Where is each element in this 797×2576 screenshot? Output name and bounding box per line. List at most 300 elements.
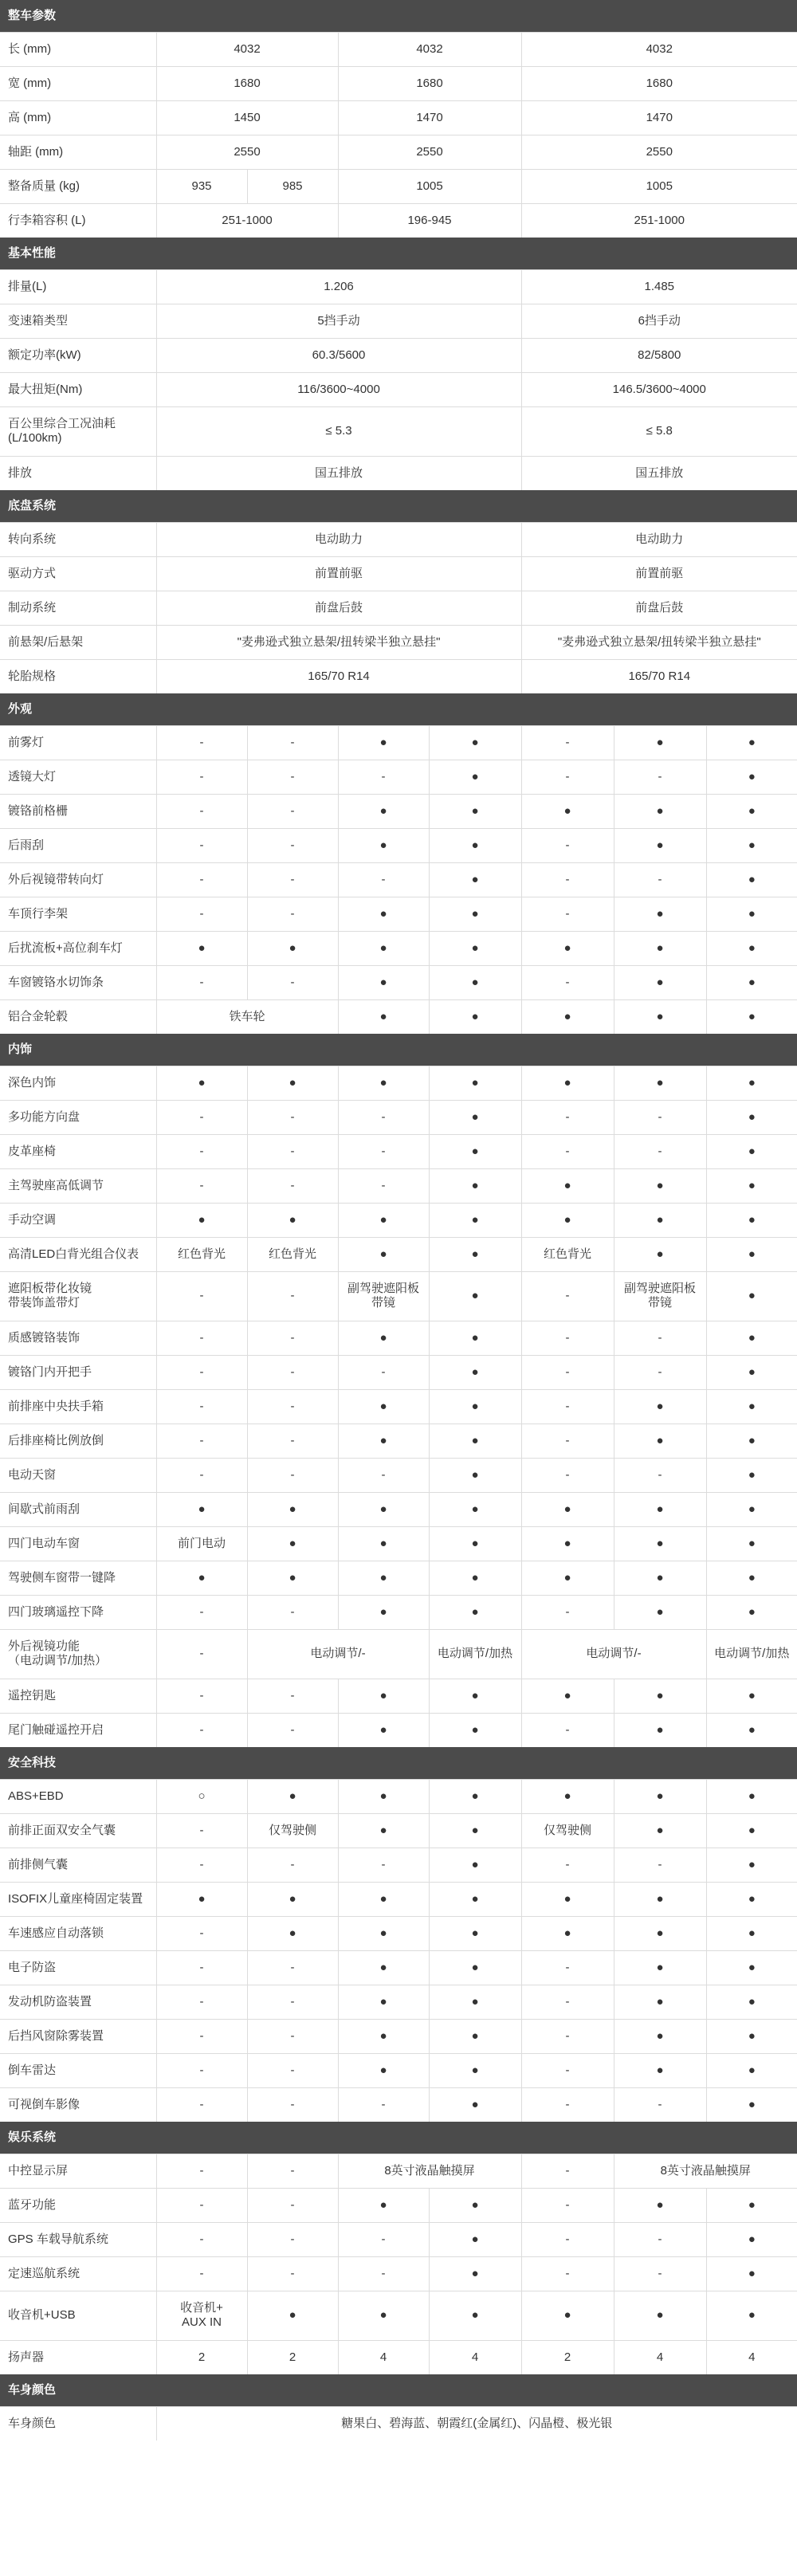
spec-value: ● xyxy=(706,1713,797,1747)
spec-value: ● xyxy=(429,862,521,897)
spec-value: ≤ 5.3 xyxy=(156,406,521,456)
spec-value: 6挡手动 xyxy=(521,304,797,338)
spec-value: ● xyxy=(706,2087,797,2122)
spec-label: 收音机+USB xyxy=(0,2291,156,2340)
spec-row xyxy=(0,591,797,625)
spec-value: - xyxy=(614,1355,706,1389)
spec-label: 排量(L) xyxy=(0,269,156,304)
spec-value: ● xyxy=(429,1237,521,1271)
spec-value: ● xyxy=(429,1916,521,1950)
spec-value: 1680 xyxy=(521,66,797,100)
spec-value: - xyxy=(156,1595,247,1629)
spec-value: 铁车轮 xyxy=(156,999,338,1034)
spec-value: ● xyxy=(521,1168,614,1203)
spec-value: ● xyxy=(429,1882,521,1916)
spec-row xyxy=(0,1882,797,1916)
spec-value: - xyxy=(247,1271,338,1321)
spec-row xyxy=(0,1355,797,1389)
spec-row xyxy=(0,1813,797,1848)
spec-value: ● xyxy=(338,1985,429,2019)
spec-value: - xyxy=(156,1713,247,1747)
spec-value: ● xyxy=(338,2053,429,2087)
spec-label: 驱动方式 xyxy=(0,556,156,591)
spec-row xyxy=(0,659,797,693)
spec-row xyxy=(0,1713,797,1747)
spec-value: - xyxy=(338,1848,429,1882)
spec-value: - xyxy=(247,1950,338,1985)
spec-value: - xyxy=(156,1271,247,1321)
spec-value: - xyxy=(156,1134,247,1168)
spec-value: ● xyxy=(156,931,247,965)
spec-value: ● xyxy=(156,1066,247,1100)
spec-value: - xyxy=(247,1168,338,1203)
spec-value: ● xyxy=(706,897,797,931)
spec-row xyxy=(0,1595,797,1629)
spec-label: 铝合金轮毂 xyxy=(0,999,156,1034)
spec-label: 镀铬前格栅 xyxy=(0,794,156,828)
spec-value: ● xyxy=(614,1492,706,1526)
spec-value: ● xyxy=(706,1066,797,1100)
spec-value: - xyxy=(521,1713,614,1747)
spec-value: ● xyxy=(247,931,338,965)
spec-value: ● xyxy=(521,1203,614,1237)
spec-value: ● xyxy=(338,1066,429,1100)
spec-value: ● xyxy=(614,1168,706,1203)
spec-value: ● xyxy=(706,1271,797,1321)
spec-value: ● xyxy=(614,897,706,931)
spec-row xyxy=(0,1779,797,1813)
spec-value: ● xyxy=(247,1066,338,1100)
spec-value: ● xyxy=(429,760,521,794)
spec-value: - xyxy=(156,1458,247,1492)
spec-value: - xyxy=(247,1423,338,1458)
spec-value: ● xyxy=(338,1779,429,1813)
spec-row xyxy=(0,2053,797,2087)
spec-value: ● xyxy=(429,2188,521,2222)
spec-value: - xyxy=(156,897,247,931)
spec-value: 国五排放 xyxy=(156,456,521,490)
spec-value: 251-1000 xyxy=(521,203,797,238)
spec-label: 间歇式前雨刮 xyxy=(0,1492,156,1526)
spec-value: 前置前驱 xyxy=(156,556,521,591)
spec-value: 电动调节/加热 xyxy=(429,1629,521,1679)
spec-value: - xyxy=(247,1355,338,1389)
spec-value: ● xyxy=(429,1355,521,1389)
spec-value: ● xyxy=(429,1813,521,1848)
spec-value: - xyxy=(338,1134,429,1168)
spec-row xyxy=(0,1423,797,1458)
spec-value: - xyxy=(247,828,338,862)
spec-value: ● xyxy=(706,760,797,794)
spec-value: ● xyxy=(706,1355,797,1389)
spec-value: ● xyxy=(614,1237,706,1271)
spec-value: 前盘后鼓 xyxy=(521,591,797,625)
spec-row xyxy=(0,32,797,66)
spec-row xyxy=(0,269,797,304)
spec-value: - xyxy=(247,760,338,794)
spec-label: 镀铬门内开把手 xyxy=(0,1355,156,1389)
spec-value: 165/70 R14 xyxy=(156,659,521,693)
spec-value: ● xyxy=(338,965,429,999)
spec-value: ● xyxy=(338,1203,429,1237)
spec-value: 1680 xyxy=(338,66,521,100)
spec-value: - xyxy=(156,1389,247,1423)
spec-value: ● xyxy=(156,1882,247,1916)
spec-value: ● xyxy=(429,1595,521,1629)
spec-value: 电动调节/- xyxy=(247,1629,429,1679)
spec-value: - xyxy=(521,1423,614,1458)
spec-value: ● xyxy=(706,2256,797,2291)
spec-value: - xyxy=(156,1423,247,1458)
spec-value: - xyxy=(156,1848,247,1882)
spec-value: ● xyxy=(706,1813,797,1848)
spec-value: ● xyxy=(706,862,797,897)
spec-value: - xyxy=(521,725,614,760)
spec-value: ● xyxy=(706,965,797,999)
spec-value: 前置前驱 xyxy=(521,556,797,591)
spec-label: 高 (mm) xyxy=(0,100,156,135)
spec-value: ● xyxy=(429,2256,521,2291)
spec-value: ● xyxy=(247,1882,338,1916)
spec-value: ● xyxy=(706,2019,797,2053)
spec-value: 前门电动 xyxy=(156,1526,247,1561)
spec-label: 深色内饰 xyxy=(0,1066,156,1100)
section-title: 整车参数 xyxy=(0,0,797,32)
spec-value: ● xyxy=(614,1882,706,1916)
spec-value: - xyxy=(156,1321,247,1355)
spec-value: - xyxy=(156,1916,247,1950)
spec-row xyxy=(0,1985,797,2019)
spec-value: ● xyxy=(429,2087,521,2122)
spec-value: 251-1000 xyxy=(156,203,338,238)
spec-value: ● xyxy=(247,1203,338,1237)
spec-label: 电动天窗 xyxy=(0,1458,156,1492)
spec-value: ● xyxy=(706,1916,797,1950)
spec-value: ● xyxy=(247,1561,338,1595)
spec-row xyxy=(0,1066,797,1100)
spec-value: ● xyxy=(706,1458,797,1492)
spec-label: 排放 xyxy=(0,456,156,490)
spec-value: - xyxy=(521,1950,614,1985)
spec-row xyxy=(0,828,797,862)
spec-value: 电动助力 xyxy=(521,522,797,556)
spec-value: ● xyxy=(429,1526,521,1561)
spec-value: - xyxy=(521,862,614,897)
spec-value: - xyxy=(521,1985,614,2019)
spec-value: 2 xyxy=(521,2340,614,2374)
section-header-row xyxy=(0,1747,797,1779)
spec-label: 发动机防盗装置 xyxy=(0,1985,156,2019)
spec-value: - xyxy=(338,1355,429,1389)
spec-value: - xyxy=(521,1595,614,1629)
spec-value: ● xyxy=(706,1237,797,1271)
spec-label: 整备质量 (kg) xyxy=(0,169,156,203)
spec-value: ● xyxy=(706,1321,797,1355)
spec-value: ● xyxy=(429,965,521,999)
spec-row xyxy=(0,1203,797,1237)
spec-value: 196-945 xyxy=(338,203,521,238)
spec-value: ● xyxy=(706,1134,797,1168)
spec-value: - xyxy=(247,2087,338,2122)
spec-label: 蓝牙功能 xyxy=(0,2188,156,2222)
spec-value: - xyxy=(521,1848,614,1882)
spec-value: - xyxy=(247,2154,338,2188)
spec-row xyxy=(0,1629,797,1679)
spec-row xyxy=(0,1100,797,1134)
spec-value: 935 xyxy=(156,169,247,203)
spec-value: 4 xyxy=(338,2340,429,2374)
spec-value: ● xyxy=(429,1950,521,1985)
spec-label: 高清LED白背光组合仪表 xyxy=(0,1237,156,1271)
spec-value: 8英寸液晶触摸屏 xyxy=(614,2154,797,2188)
spec-value: ● xyxy=(614,1595,706,1629)
spec-value: ● xyxy=(706,2222,797,2256)
section-header-row xyxy=(0,2374,797,2406)
spec-value: - xyxy=(156,2188,247,2222)
spec-value: ● xyxy=(338,999,429,1034)
spec-row xyxy=(0,2154,797,2188)
spec-label: 车顶行李架 xyxy=(0,897,156,931)
spec-value: - xyxy=(156,1950,247,1985)
spec-value: 仅驾驶侧 xyxy=(521,1813,614,1848)
spec-value: ● xyxy=(706,1848,797,1882)
spec-value: - xyxy=(247,1985,338,2019)
spec-label: 前雾灯 xyxy=(0,725,156,760)
spec-row xyxy=(0,1458,797,1492)
spec-value: 4032 xyxy=(156,32,338,66)
spec-value: - xyxy=(338,2087,429,2122)
spec-label: 手动空调 xyxy=(0,1203,156,1237)
spec-row xyxy=(0,1134,797,1168)
spec-value: ● xyxy=(429,1203,521,1237)
spec-value: ● xyxy=(706,2053,797,2087)
spec-row xyxy=(0,2019,797,2053)
spec-value: - xyxy=(156,1629,247,1679)
spec-value: ● xyxy=(706,1526,797,1561)
spec-row xyxy=(0,999,797,1034)
spec-row xyxy=(0,2222,797,2256)
spec-value: - xyxy=(247,2256,338,2291)
spec-label: 电子防盗 xyxy=(0,1950,156,1985)
spec-value: - xyxy=(247,1713,338,1747)
spec-value: - xyxy=(614,1458,706,1492)
spec-value: 1005 xyxy=(521,169,797,203)
spec-value: ● xyxy=(429,1100,521,1134)
spec-value: - xyxy=(247,2019,338,2053)
spec-value: ● xyxy=(429,1271,521,1321)
section-header-row xyxy=(0,238,797,269)
spec-value: - xyxy=(521,1355,614,1389)
spec-value: - xyxy=(156,965,247,999)
spec-label: 制动系统 xyxy=(0,591,156,625)
spec-value: ● xyxy=(429,1779,521,1813)
spec-value: ● xyxy=(429,2222,521,2256)
spec-value: 仅驾驶侧 xyxy=(247,1813,338,1848)
spec-label: 尾门触碰遥控开启 xyxy=(0,1713,156,1747)
spec-value: 4032 xyxy=(521,32,797,66)
spec-value: 1.485 xyxy=(521,269,797,304)
spec-label: 后雨刮 xyxy=(0,828,156,862)
spec-label: 透镜大灯 xyxy=(0,760,156,794)
spec-value: - xyxy=(521,828,614,862)
spec-value: - xyxy=(521,2222,614,2256)
spec-value: ● xyxy=(338,1526,429,1561)
spec-label: 前悬架/后悬架 xyxy=(0,625,156,659)
spec-row xyxy=(0,965,797,999)
spec-value: ● xyxy=(338,1882,429,1916)
spec-value: - xyxy=(521,2154,614,2188)
spec-value: ● xyxy=(338,1389,429,1423)
spec-row xyxy=(0,1321,797,1355)
spec-value: ● xyxy=(338,1595,429,1629)
spec-value: ● xyxy=(429,1168,521,1203)
spec-value: ● xyxy=(429,725,521,760)
spec-value: ● xyxy=(429,1321,521,1355)
spec-value: ● xyxy=(706,1679,797,1713)
spec-value: - xyxy=(156,794,247,828)
spec-label: 外后视镜带转向灯 xyxy=(0,862,156,897)
spec-value: - xyxy=(247,1848,338,1882)
spec-label: 质感镀铬装饰 xyxy=(0,1321,156,1355)
spec-value: - xyxy=(614,1321,706,1355)
spec-label: 百公里综合工况油耗 (L/100km) xyxy=(0,406,156,456)
spec-value: ● xyxy=(156,1203,247,1237)
spec-label: 后排座椅比例放倒 xyxy=(0,1423,156,1458)
spec-label: 定速巡航系统 xyxy=(0,2256,156,2291)
spec-value: - xyxy=(614,862,706,897)
spec-row xyxy=(0,1271,797,1321)
spec-label: 长 (mm) xyxy=(0,32,156,66)
spec-value: - xyxy=(247,1321,338,1355)
spec-value: - xyxy=(156,1679,247,1713)
spec-value: ● xyxy=(338,1321,429,1355)
section-title: 底盘系统 xyxy=(0,490,797,522)
spec-value: - xyxy=(156,1168,247,1203)
spec-value: - xyxy=(614,1848,706,1882)
spec-value: - xyxy=(614,2222,706,2256)
spec-row xyxy=(0,1561,797,1595)
spec-value: ● xyxy=(429,1066,521,1100)
spec-value: ● xyxy=(338,931,429,965)
spec-value: ● xyxy=(706,1423,797,1458)
spec-value: ● xyxy=(614,725,706,760)
spec-value: 1680 xyxy=(156,66,338,100)
spec-value: ● xyxy=(429,2019,521,2053)
spec-value: ● xyxy=(614,1423,706,1458)
spec-value: - xyxy=(247,2222,338,2256)
spec-value: ● xyxy=(247,1916,338,1950)
spec-value: ● xyxy=(521,1492,614,1526)
spec-value: ● xyxy=(521,794,614,828)
spec-label: 多功能方向盘 xyxy=(0,1100,156,1134)
spec-value: - xyxy=(156,2256,247,2291)
spec-value: - xyxy=(247,1679,338,1713)
spec-value: ● xyxy=(521,1779,614,1813)
spec-value: ● xyxy=(521,1679,614,1713)
spec-value: ● xyxy=(521,1882,614,1916)
spec-value: ● xyxy=(614,794,706,828)
spec-value: - xyxy=(247,2188,338,2222)
spec-value: - xyxy=(521,965,614,999)
spec-label: ISOFIX儿童座椅固定装置 xyxy=(0,1882,156,1916)
spec-value: ● xyxy=(429,999,521,1034)
spec-value: - xyxy=(247,1595,338,1629)
spec-row xyxy=(0,338,797,372)
spec-value: - xyxy=(247,1100,338,1134)
spec-row xyxy=(0,794,797,828)
spec-value: ● xyxy=(429,1848,521,1882)
spec-label: ABS+EBD xyxy=(0,1779,156,1813)
spec-row xyxy=(0,725,797,760)
spec-value: ● xyxy=(614,1779,706,1813)
spec-value: ● xyxy=(338,1713,429,1747)
spec-value: 2550 xyxy=(338,135,521,169)
spec-value: ● xyxy=(614,1950,706,1985)
spec-value: - xyxy=(156,2222,247,2256)
spec-value: - xyxy=(521,2053,614,2087)
spec-value: - xyxy=(338,1168,429,1203)
spec-row xyxy=(0,2256,797,2291)
spec-value: - xyxy=(156,1100,247,1134)
spec-label: 驾驶侧车窗带一键降 xyxy=(0,1561,156,1595)
spec-value: - xyxy=(614,1100,706,1134)
spec-value: ● xyxy=(247,1492,338,1526)
spec-value: ● xyxy=(706,1389,797,1423)
spec-value: ● xyxy=(338,897,429,931)
spec-value: 1005 xyxy=(338,169,521,203)
spec-value: - xyxy=(247,897,338,931)
spec-label: 前排正面双安全气囊 xyxy=(0,1813,156,1848)
spec-value: ● xyxy=(429,1985,521,2019)
spec-label: 中控显示屏 xyxy=(0,2154,156,2188)
spec-value: 红色背光 xyxy=(247,1237,338,1271)
spec-value: 165/70 R14 xyxy=(521,659,797,693)
spec-value: - xyxy=(156,725,247,760)
spec-label: 四门玻璃遥控下降 xyxy=(0,1595,156,1629)
spec-row xyxy=(0,625,797,659)
spec-value: - xyxy=(521,1100,614,1134)
spec-value: ● xyxy=(338,1950,429,1985)
spec-label: 主驾驶座高低调节 xyxy=(0,1168,156,1203)
spec-value: ● xyxy=(338,1916,429,1950)
spec-value: - xyxy=(247,965,338,999)
spec-value: ● xyxy=(429,1458,521,1492)
spec-value: 1470 xyxy=(521,100,797,135)
spec-row xyxy=(0,1950,797,1985)
spec-label: 四门电动车窗 xyxy=(0,1526,156,1561)
spec-value: 8英寸液晶触摸屏 xyxy=(338,2154,521,2188)
spec-value: ● xyxy=(338,1813,429,1848)
spec-value: - xyxy=(247,1458,338,1492)
spec-row xyxy=(0,66,797,100)
spec-value: 红色背光 xyxy=(156,1237,247,1271)
section-header-row xyxy=(0,1034,797,1066)
spec-label: 前排座中央扶手箱 xyxy=(0,1389,156,1423)
spec-row xyxy=(0,1168,797,1203)
spec-value: 2550 xyxy=(521,135,797,169)
spec-value: - xyxy=(521,1321,614,1355)
section-title: 车身颜色 xyxy=(0,2374,797,2406)
spec-value: ● xyxy=(429,897,521,931)
spec-value: - xyxy=(156,2087,247,2122)
spec-row xyxy=(0,203,797,238)
spec-value: ● xyxy=(614,1916,706,1950)
spec-value: 电动调节/加热 xyxy=(706,1629,797,1679)
spec-value: ● xyxy=(614,2188,706,2222)
spec-value: 60.3/5600 xyxy=(156,338,521,372)
spec-value: ● xyxy=(429,1423,521,1458)
spec-value: ● xyxy=(429,1389,521,1423)
